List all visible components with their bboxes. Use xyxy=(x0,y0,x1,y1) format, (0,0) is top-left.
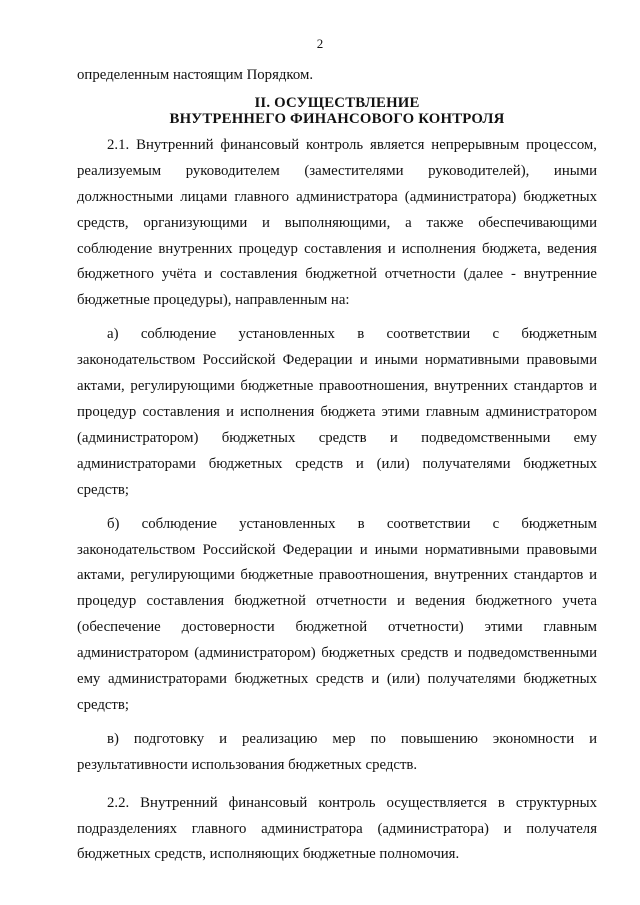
paragraph-item-b: б) соблюдение установленных в соответствии с бюджетным законодательством Российской Федерации и иными нормативными правовыми актами, регулирующими бюджетные правоотношения, внутренних стандартов и процедур составления бюджетной отчетности и ведения бюджетного учета (обеспечение достоверности бюджетной отчетности) этими главным администратором (администратором) бюджетных средств и подведомственными ему администраторами бюджетных средств и (или) получателями бюджетных средств; xyxy=(77,515,597,713)
paragraph-item-v: в) подготовку и реализацию мер по повышению экономности и результативности использования бюджетных средств. xyxy=(77,730,597,773)
section-heading-line-1: II. ОСУЩЕСТВЛЕНИЕ xyxy=(254,94,420,111)
paragraph-item-a: а) соблюдение установленных в соответствии с бюджетным законодательством Российской Федерации и иными нормативными правовыми актами, регулирующими бюджетные правоотношения, внутренних стандартов и процедур составления и исполнения бюджета этими главным администратором (администратором) бюджетных средств и подведомственными ему администраторами бюджетных средств и (или) получателями бюджетных средств; xyxy=(77,326,597,498)
section-heading xyxy=(77,95,597,127)
page-content xyxy=(77,63,597,868)
continuation-line: определенным настоящим Порядком. xyxy=(77,67,314,83)
section-heading-line-2: ВНУТРЕННЕГО ФИНАНСОВОГО КОНТРОЛЯ xyxy=(169,110,505,127)
paragraph-2-1: 2.1. Внутренний финансовый контроль является непрерывным процессом, реализуемым руководителем (заместителями руководителей), иными должностными лицами главного администратора (администратора) бюджетных средств, организующими и выполняющими, а также обеспечивающими соблюдение внутренних процедур составления и исполнения бюджета, ведения бюджетного учёта и составления бюджетной отчетности (далее - внутренние бюджетные процедуры), направленным на: xyxy=(77,136,597,309)
paragraph-2-2: 2.2. Внутренний финансовый контроль осуществляется в структурных подразделениях главного администратора (администратора) и получателя бюджетных средств, исполняющих бюджетные полномочия. xyxy=(77,794,597,863)
page-number: 2 xyxy=(316,36,324,51)
